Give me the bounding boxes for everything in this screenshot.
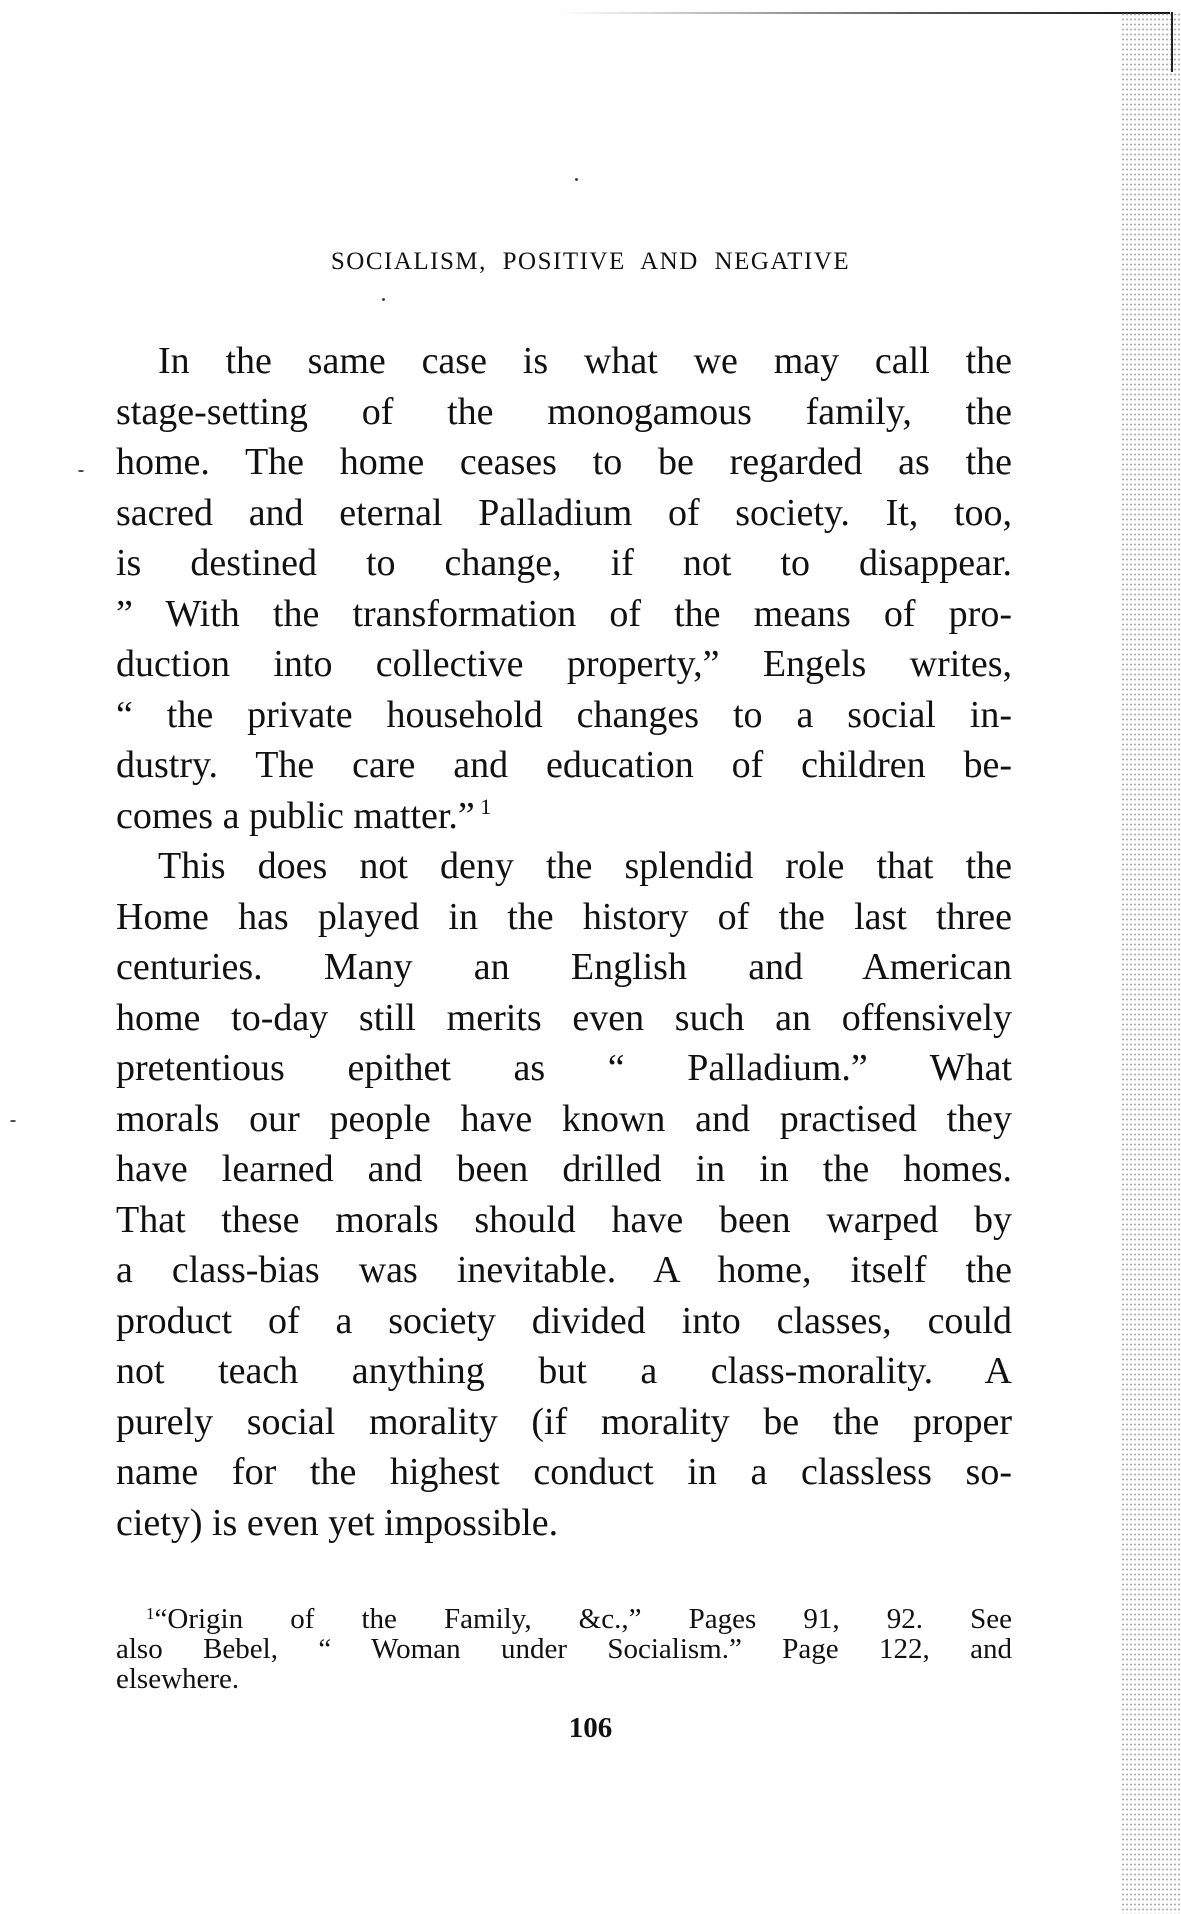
body-line (116, 538, 1012, 589)
body-line (116, 841, 1012, 892)
footnote-marker: 1 (146, 1604, 155, 1623)
body-line-text: “ the private household changes to a social in- (116, 693, 1012, 736)
body-line-text: not teach anything but a class-morality. A (116, 1350, 1012, 1392)
body-line-text: name for the highest conduct in a classless so- (116, 1451, 1012, 1493)
scan-speck (382, 298, 385, 301)
body-line (116, 589, 1012, 640)
footnote-line-text: elsewhere. (116, 1663, 240, 1695)
body-line (116, 639, 1012, 690)
body-line-text: purely social morality (if morality be the proper (116, 1400, 1012, 1443)
footnote-line (116, 1664, 1012, 1694)
body-line (116, 437, 1012, 488)
body-line-text: comes a public matter.” (116, 794, 475, 837)
body-line (116, 1195, 1012, 1246)
body-line-text: dustry. The care and education of children be- (116, 744, 1012, 786)
body-line (116, 1397, 1012, 1448)
body-line-text: pretentious epithet as “ Palladium.” What (116, 1047, 1012, 1089)
body-line (116, 387, 1012, 438)
footnote-line (116, 1604, 1012, 1634)
body-line (116, 1094, 1012, 1145)
body-line-text: This does not deny the splendid role that the (158, 845, 1012, 887)
body-line (116, 791, 1012, 842)
body-line-text: duction into collective property,” Engels writes, (116, 643, 1012, 685)
body-line (116, 1447, 1012, 1498)
body-line-text: home. The home ceases to be regarded as the (116, 441, 1012, 483)
body-line-text: In the same case is what we may call the (158, 340, 1012, 382)
body-line-text: stage-setting of the monogamous family, the (116, 390, 1012, 433)
body-line (116, 1498, 1012, 1549)
body-line (116, 740, 1012, 791)
body-line (116, 1296, 1012, 1347)
footnote (116, 1604, 1012, 1694)
body-line (116, 1043, 1012, 1094)
body-line (116, 942, 1012, 993)
scan-speck (10, 1120, 16, 1122)
body-line-text: ” With the transformation of the means of pro- (116, 592, 1012, 635)
body-line-text: That these morals should have been warped by (116, 1198, 1012, 1241)
body-line (116, 993, 1012, 1044)
footnote-reference[interactable]: 1 (474, 793, 492, 819)
body-line (116, 1346, 1012, 1397)
body-line-text: a class-bias was inevitable. A home, itself the (116, 1249, 1012, 1291)
footnote-line-text: also Bebel, “ Woman under Socialism.” Page 122, and (116, 1633, 1012, 1665)
page-edge-shadow (1121, 12, 1181, 1914)
body-line-text: ciety) is even yet impossible. (116, 1501, 559, 1544)
body-line-text: morals our people have known and practised they (116, 1097, 1012, 1140)
page-number: 106 (568, 1712, 613, 1744)
running-head: SOCIALISM, POSITIVE AND NEGATIVE (330, 248, 851, 275)
body-line-text: is destined to change, if not to disappear. (116, 542, 1012, 584)
page-edge-line (1171, 12, 1173, 72)
body-line (116, 336, 1012, 387)
footnote-line-text: “Origin of the Family, &c.,” Pages 91, 92. See (154, 1603, 1012, 1635)
body-line-text: home to-day still merits even such an offensively (116, 996, 1012, 1039)
body-line (116, 1144, 1012, 1195)
body-line-text: sacred and eternal Palladium of society. It, too, (116, 491, 1012, 534)
scan-speck (575, 178, 578, 181)
scan-speck (78, 470, 84, 472)
body-text (116, 336, 1012, 1548)
body-line-text: product of a society divided into classes, could (116, 1299, 1012, 1342)
page-top-edge-rule (560, 12, 1170, 14)
body-line (116, 488, 1012, 539)
body-line-text: Home has played in the history of the last three (116, 895, 1012, 938)
body-line (116, 892, 1012, 943)
body-line-text: centuries. Many an English and American (116, 946, 1012, 988)
footnote-line (116, 1634, 1012, 1664)
body-line-text: have learned and been drilled in in the homes. (116, 1148, 1012, 1190)
body-line (116, 690, 1012, 741)
body-line (116, 1245, 1012, 1296)
